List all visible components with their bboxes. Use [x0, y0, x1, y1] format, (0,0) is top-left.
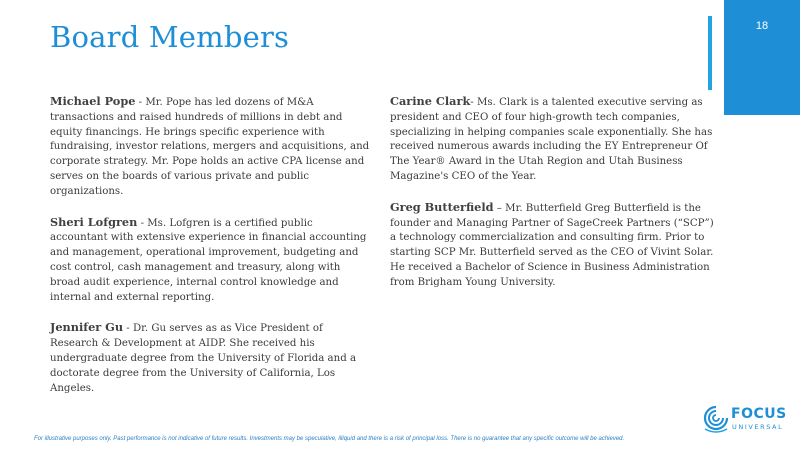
focus-universal-logo-icon [703, 405, 729, 433]
logo-subtitle: UNIVERSAL [732, 423, 784, 431]
bio-text: Mr. Butterfield Greg Butterfield is the founder and Managing Partner of SageCreek Partners (“SCP”) a technology commercialization and consulting firm. Prior to starting SCP Mr. Butterfield served as the CEO of Vivint Solar. He received a Bachelor of Science in Business Administration from Brigham Young University. [390, 202, 714, 288]
focus-universal-logo [703, 404, 793, 436]
bio-name: Greg Butterfield [390, 199, 494, 214]
bio-separator: - [123, 323, 133, 335]
bio-carine-clark [390, 94, 714, 185]
bio-michael-pope [50, 94, 372, 200]
logo-wordmark: FOCUS [731, 406, 787, 422]
bio-separator: - [135, 97, 146, 108]
bio-separator: – [493, 202, 506, 214]
bio-text: Dr. Gu serves as as Vice President of Research & Development at AIDP. She received his undergraduate degree from the University of Florida and a doctorate degree from the University of California, Los Angeles. [50, 323, 357, 394]
bio-name: Jennifer Gu [50, 320, 124, 335]
bio-name: Sheri Lofgren [50, 214, 138, 229]
disclaimer: For illustrative purposes only. Past performance is not indicative of future results. Investments may be speculative, illiquid and there is a risk of principal loss. There is no guarantee that any specific outcome will be achieved. [34, 436, 625, 442]
bio-text: Mr. Pope has led dozens of M&A transactions and raised hundreds of millions in debt and equity financings. He brings specific experience with fundraising, investor relations, mergers and acquisitions, and corporate strategy. Mr. Pope holds an active CPA license and serves on the boards of various private and public organizations. [50, 97, 370, 197]
bio-text: Ms. Lofgren is a certified public accountant with extensive experience in financial accounting and management, operational improvement, budgeting and cost control, cash management and treasury, along with broad audit experience, internal control knowledge and internal and external reporting. [50, 217, 367, 303]
accent-line [708, 16, 712, 90]
page-number: 18 [755, 20, 769, 32]
bio-separator: - [137, 217, 148, 229]
bio-separator: - [470, 97, 477, 108]
bio-jennifer-gu [50, 320, 372, 396]
bio-name: Carine Clark [390, 94, 471, 108]
right-column [390, 94, 714, 306]
left-column [50, 94, 372, 411]
slide-title: Board Members [50, 20, 290, 54]
bio-greg-butterfield [390, 200, 714, 291]
page-number-box [724, 0, 800, 115]
bio-text: Ms. Clark is a talented executive serving as president and CEO of four high-growth tech companies, specializing in helping companies scale exponentially. She has received numerous awards including the EY Entrepreneur Of The Year® Award in the Utah Region and Utah Business Magazine's CEO of the Year. [390, 97, 713, 182]
bio-name: Michael Pope [50, 94, 136, 108]
bio-sheri-lofgren [50, 215, 372, 306]
